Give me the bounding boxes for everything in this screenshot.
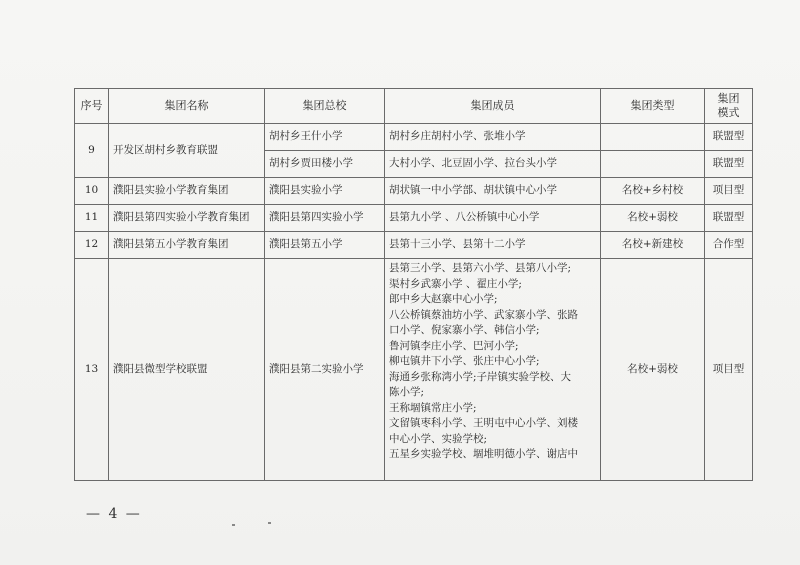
- header-type: 集团类型: [601, 89, 705, 124]
- row-type: [601, 151, 705, 178]
- scan-speck: [232, 524, 235, 526]
- row-type: [601, 124, 705, 151]
- member-line: 五星乡实验学校、堌堆明德小学、谢店中: [389, 448, 578, 460]
- header-row: [75, 89, 753, 124]
- header-members: 集团成员: [385, 89, 601, 124]
- header-head-school: 集团总校: [265, 89, 385, 124]
- row-mode: 合作型: [705, 232, 753, 259]
- member-line: 口小学、倪家寨小学、韩信小学;: [389, 324, 540, 336]
- row-members: 胡状镇一中小学部、胡状镇中心小学: [385, 178, 601, 205]
- row-mode: 联盟型: [705, 205, 753, 232]
- row-members: 县第十三小学、县第十二小学: [385, 232, 601, 259]
- row-members: 大村小学、北豆固小学、拉台头小学: [385, 151, 601, 178]
- row-head-school: 濮阳县第五小学: [265, 232, 385, 259]
- member-line: 海通乡张称湾小学;子岸镇实验学校、大: [389, 370, 572, 383]
- row-members: 县第九小学 、八公桥镇中心小学: [385, 205, 601, 232]
- header-seq: 序号: [75, 89, 109, 124]
- row-head-school: 胡村乡王什小学: [265, 124, 385, 151]
- table-row: [75, 232, 753, 259]
- row-seq: 11: [75, 205, 109, 232]
- member-line: 县第三小学、县第六小学、县第八小学;: [389, 262, 572, 274]
- row-type: 名校+弱校: [601, 259, 705, 481]
- member-line: 王称堌镇常庄小学;: [389, 401, 477, 414]
- row-type: 名校+新建校: [601, 232, 705, 259]
- table-row: [75, 178, 753, 205]
- member-line: 陈小学;: [389, 386, 425, 398]
- row-members: 胡村乡庄胡村小学、张堆小学: [385, 124, 601, 151]
- row-members-list: [385, 259, 601, 481]
- header-name: 集团名称: [109, 89, 265, 124]
- page-number: — 4 —: [86, 506, 142, 522]
- member-line: 文留镇枣科小学、王明屯中心小学、刘楼: [389, 417, 578, 429]
- row-head-school: 濮阳县第四实验小学: [265, 205, 385, 232]
- row-mode: 项目型: [705, 178, 753, 205]
- member-line: 柳屯镇井下小学、张庄中心小学;: [389, 355, 540, 367]
- row-mode: 项目型: [705, 259, 753, 481]
- row-head-school: 濮阳县实验小学: [265, 178, 385, 205]
- row-mode: 联盟型: [705, 124, 753, 151]
- member-line: 八公桥镇蔡油坊小学、武家寨小学、张路: [389, 308, 578, 321]
- table-row: [75, 124, 753, 151]
- row-name: 濮阳县实验小学教育集团: [109, 178, 265, 205]
- row-seq: 13: [75, 259, 109, 481]
- row-type: 名校+乡村校: [601, 178, 705, 205]
- row-mode: 联盟型: [705, 151, 753, 178]
- table-row: [75, 259, 753, 481]
- member-line: 鲁河镇李庄小学、巴河小学;: [389, 339, 519, 352]
- row-name: 开发区胡村乡教育联盟: [109, 124, 265, 178]
- scan-speck: [268, 522, 271, 524]
- row-seq: 12: [75, 232, 109, 259]
- row-head-school: 濮阳县第二实验小学: [265, 259, 385, 481]
- member-line: 郎中乡大赵寨中心小学;: [389, 293, 498, 305]
- table-row: [75, 205, 753, 232]
- row-type: 名校+弱校: [601, 205, 705, 232]
- row-seq: 10: [75, 178, 109, 205]
- row-name: 濮阳县第五小学教育集团: [109, 232, 265, 259]
- row-seq: 9: [75, 124, 109, 178]
- member-line: 渠村乡武寨小学 、翟庄小学;: [389, 277, 522, 290]
- row-name: 濮阳县第四实验小学教育集团: [109, 205, 265, 232]
- row-name: 濮阳县微型学校联盟: [109, 259, 265, 481]
- group-table: [74, 88, 753, 481]
- header-mode: 集团 模式: [705, 89, 753, 124]
- member-line: 中心小学、实验学校;: [389, 432, 488, 445]
- row-head-school: 胡村乡贾田楼小学: [265, 151, 385, 178]
